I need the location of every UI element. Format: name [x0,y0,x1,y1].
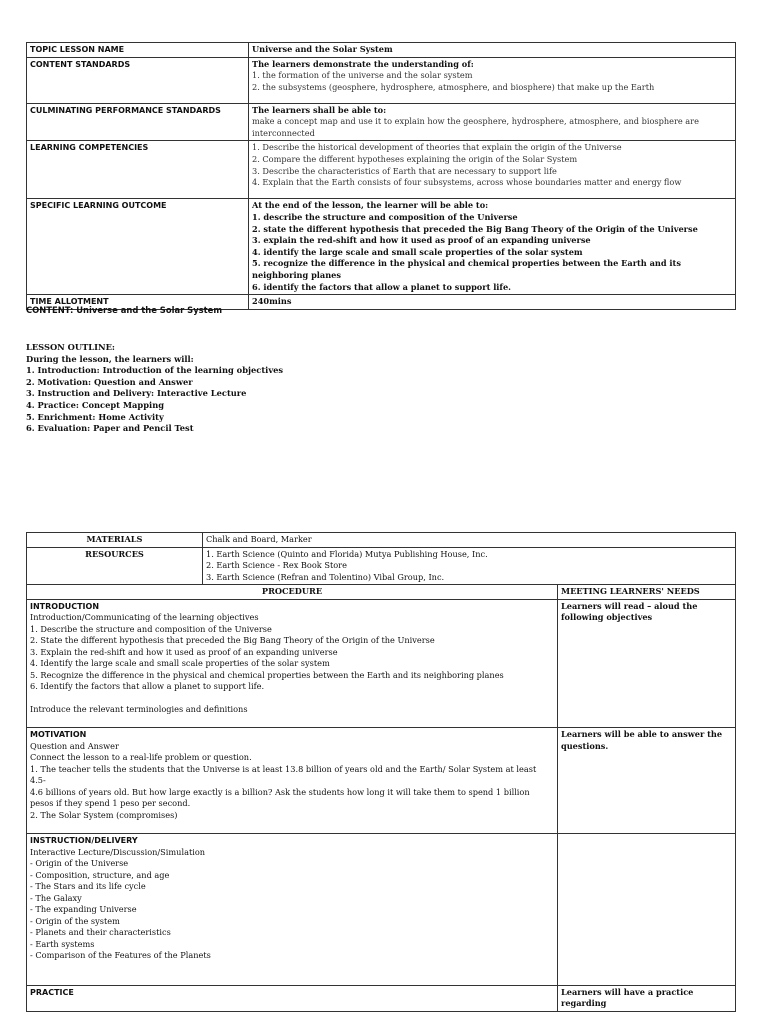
row-line: 2. the subsystems (geosphere, hydrosphere, atmosphere, and biosphere) that make up the Earth [252,81,655,92]
section-line: 1. The teacher tells the students that the Universe is at least 13.8 billion of years old and the Earth/ Solar System at least 4.5- [30,763,537,785]
row-value [249,103,736,141]
outline-item: 1. Introduction: Introduction of the learning objectives [26,365,284,376]
procedure-body [27,533,736,1012]
row-value [249,295,736,310]
row-intro: The learners shall be able to: [252,104,387,115]
section-line: 6. Identify the factors that allow a planet to support life. [30,681,265,691]
row-line: 240mins [252,296,292,307]
row-value [249,199,736,295]
row-line: 4. identify the large scale and small scale properties of the solar system [252,246,583,257]
section-title: INTRODUCTION [30,601,100,611]
section-line: 4. Identify the large scale and small scale properties of the solar system [30,658,330,668]
row-line: 3. Describe the characteristics of Earth that are necessary to support life [252,165,557,176]
row-intro: At the end of the lesson, the learner will be able to: [252,200,489,211]
row-label: LEARNING COMPETENCIES [27,141,249,199]
section-line: 4.6 billions of years old. But how large exactly is a billion? Ask the students how long it will take them to spend 1 billion [30,786,530,797]
row-intro: The learners demonstrate the understanding of: [252,58,474,69]
spacer [30,973,554,984]
section-practice [27,985,736,1011]
row-line: 5. recognize the difference in the physical and chemical properties between the Earth and its neighboring planes [252,258,681,280]
resources-label: RESOURCES [27,547,203,585]
resource-item: 1. Earth Science (Quinto and Florida) Mutya Publishing House, Inc. [206,548,488,559]
section-line: Question and Answer [30,740,119,751]
row-line: 1. Describe the historical development of theories that explain the origin of the Universe [252,142,622,153]
resource-item: 3. Earth Science (Refran and Tolentino) Vibal Group, Inc. [206,571,445,582]
section-title: INSTRUCTION/DELIVERY [30,836,138,845]
section-line: - Origin of the system [30,915,120,926]
row-label: TIME ALLOTMENT [27,295,249,310]
row-value [249,57,736,103]
section-line: Interactive Lecture/Discussion/Simulation [30,846,206,857]
row-topic [27,43,736,58]
section-line: 1. Describe the structure and composition of the Universe [30,623,272,634]
section-line: 2. The Solar System (compromises) [30,809,178,820]
row-value [249,141,736,199]
section-title: PRACTICE [30,987,74,997]
section-learners-needs: Learners will be able to answer the questions. [558,728,736,834]
needs-header: MEETING LEARNERS' NEEDS [558,585,736,600]
row-line: 2. Compare the different hypotheses explaining the origin of the Solar System [252,153,578,164]
resources-row [27,547,736,585]
row-competencies [27,141,736,199]
row-content-standards [27,57,736,103]
section-instruction-delivery [27,834,736,986]
outline-item: 3. Instruction and Delivery: Interactive Lecture [26,388,247,399]
spacer [30,821,554,832]
section-line: - Comparison of the Features of the Planets [30,950,211,960]
lesson-info-body [27,43,736,310]
resource-item: 2. Earth Science - Rex Book Store [206,560,347,570]
content-heading: CONTENT: Universe and the Solar System [26,305,223,315]
outline-item: 4. Practice: Concept Mapping [26,399,165,410]
section-introduction [27,599,736,728]
spacer [30,962,554,973]
section-line: Connect the lesson to a real-life problem or question. [30,752,252,762]
section-content [27,834,558,986]
row-label: SPECIFIC LEARNING OUTCOME [27,199,249,295]
outline-title: LESSON OUTLINE: [26,342,115,352]
outline-intro: During the lesson, the learners will: [26,353,194,364]
section-line: 2. State the different hypothesis that preceded the Big Bang Theory of the Origin of the Universe [30,635,435,645]
section-line: - Planets and their characteristics [30,927,171,937]
outline-item: 2. Motivation: Question and Answer [26,376,193,387]
section-learners-needs: Learners will have a practice regarding [558,985,736,1011]
outline-item: 5. Enrichment: Home Activity [26,411,164,422]
section-line: - Origin of the Universe [30,858,129,868]
procedure-header-row [27,585,736,600]
row-line: 3. explain the red-shift and how it used as proof of an expanding universe [252,235,591,246]
section-learners-needs [558,834,736,986]
materials-row [27,533,736,548]
section-line: - Composition, structure, and age [30,869,170,880]
section-learners-needs: Learners will read – aloud the following objectives [558,599,736,728]
section-title: MOTIVATION [30,730,87,739]
procedure-header: PROCEDURE [27,585,558,600]
procedure-table [26,532,736,1012]
section-line: - The Stars and its life cycle [30,881,146,891]
row-value [249,43,736,58]
section-line: - Earth systems [30,938,95,949]
row-line: 6. identify the factors that allow a planet to support life. [252,281,512,292]
row-line: make a concept map and use it to explain how the geosphere, hydrosphere, atmosphere, and biosphere are interconnected [252,116,699,138]
resources-list [203,547,736,585]
row-label: CONTENT STANDARDS [27,57,249,103]
section-line: Introduction/Communicating of the learning objectives [30,612,259,622]
row-label: CULMINATING PERFORMANCE STANDARDS [27,103,249,141]
section-content [27,985,558,1011]
section-line: - The Galaxy [30,892,82,903]
materials-label: MATERIALS [27,533,203,548]
row-line: Universe and the Solar System [252,44,393,54]
lesson-info-table [26,42,736,310]
row-line: 2. state the different hypothesis that preceded the Big Bang Theory of the Origin of the Universe [252,223,698,234]
section-line: 5. Recognize the difference in the physical and chemical properties between the Earth and its neighboring planes [30,669,504,680]
spacer [30,715,554,726]
outline-item: 6. Evaluation: Paper and Pencil Test [26,423,194,434]
section-content [27,728,558,834]
materials-value: Chalk and Board, Marker [203,533,736,548]
row-line: 1. describe the structure and composition of the Universe [252,211,518,222]
lesson-outline [26,342,283,435]
section-line: - The expanding Universe [30,904,137,914]
row-label: TOPIC LESSON NAME [27,43,249,58]
row-line: 1. the formation of the universe and the solar system [252,70,473,81]
section-line: Introduce the relevant terminologies and definitions [30,703,248,714]
section-line: pesos if they spend 1 peso per second. [30,798,191,808]
row-line: 4. Explain that the Earth consists of four subsystems, across whose boundaries matter and energy flow [252,177,682,188]
row-learning-outcome [27,199,736,295]
section-line: 3. Explain the red-shift and how it used as proof of an expanding universe [30,646,338,657]
section-motivation [27,728,736,834]
section-content [27,599,558,728]
section-line [30,693,554,704]
row-performance-standards [27,103,736,141]
